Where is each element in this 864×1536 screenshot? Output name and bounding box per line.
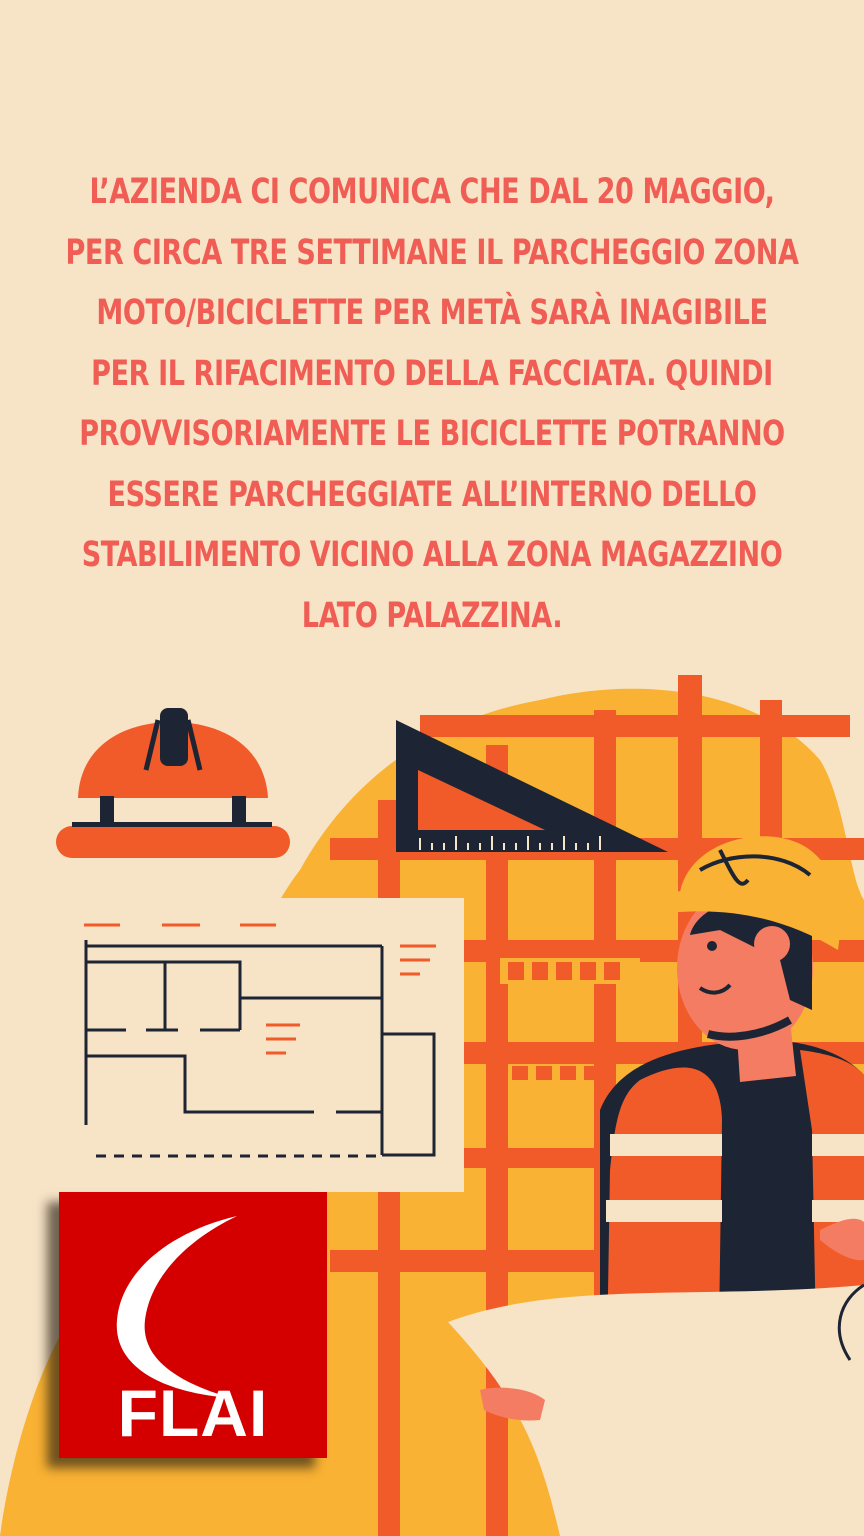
notice-line: PROVVISORIAMENTE LE BICICLETTE POTRANNO: [79, 414, 785, 454]
notice-text: [0, 162, 864, 646]
notice-line: L’AZIENDA CI COMUNICA CHE DAL 20 MAGGIO,: [89, 172, 775, 212]
notice-line: STABILIMENTO VICINO ALLA ZONA MAGAZZINO: [81, 535, 783, 575]
notice-line: PER CIRCA TRE SETTIMANE IL PARCHEGGIO ZONA: [65, 232, 799, 273]
logo-text: FLAI: [117, 1376, 269, 1450]
notice-line: PER IL RIFACIMENTO DELLA FACCIATA. QUINDI: [91, 353, 773, 394]
notice-line: LATO PALAZZINA.: [301, 595, 563, 636]
notice-line: ESSERE PARCHEGGIATE ALL’INTERNO DELLO: [107, 474, 757, 515]
notice-line: MOTO/BICICLETTE PER METÀ SARÀ INAGIBILE: [96, 293, 768, 333]
hard-hat-icon: [56, 708, 290, 858]
blueprint: [52, 898, 464, 1192]
